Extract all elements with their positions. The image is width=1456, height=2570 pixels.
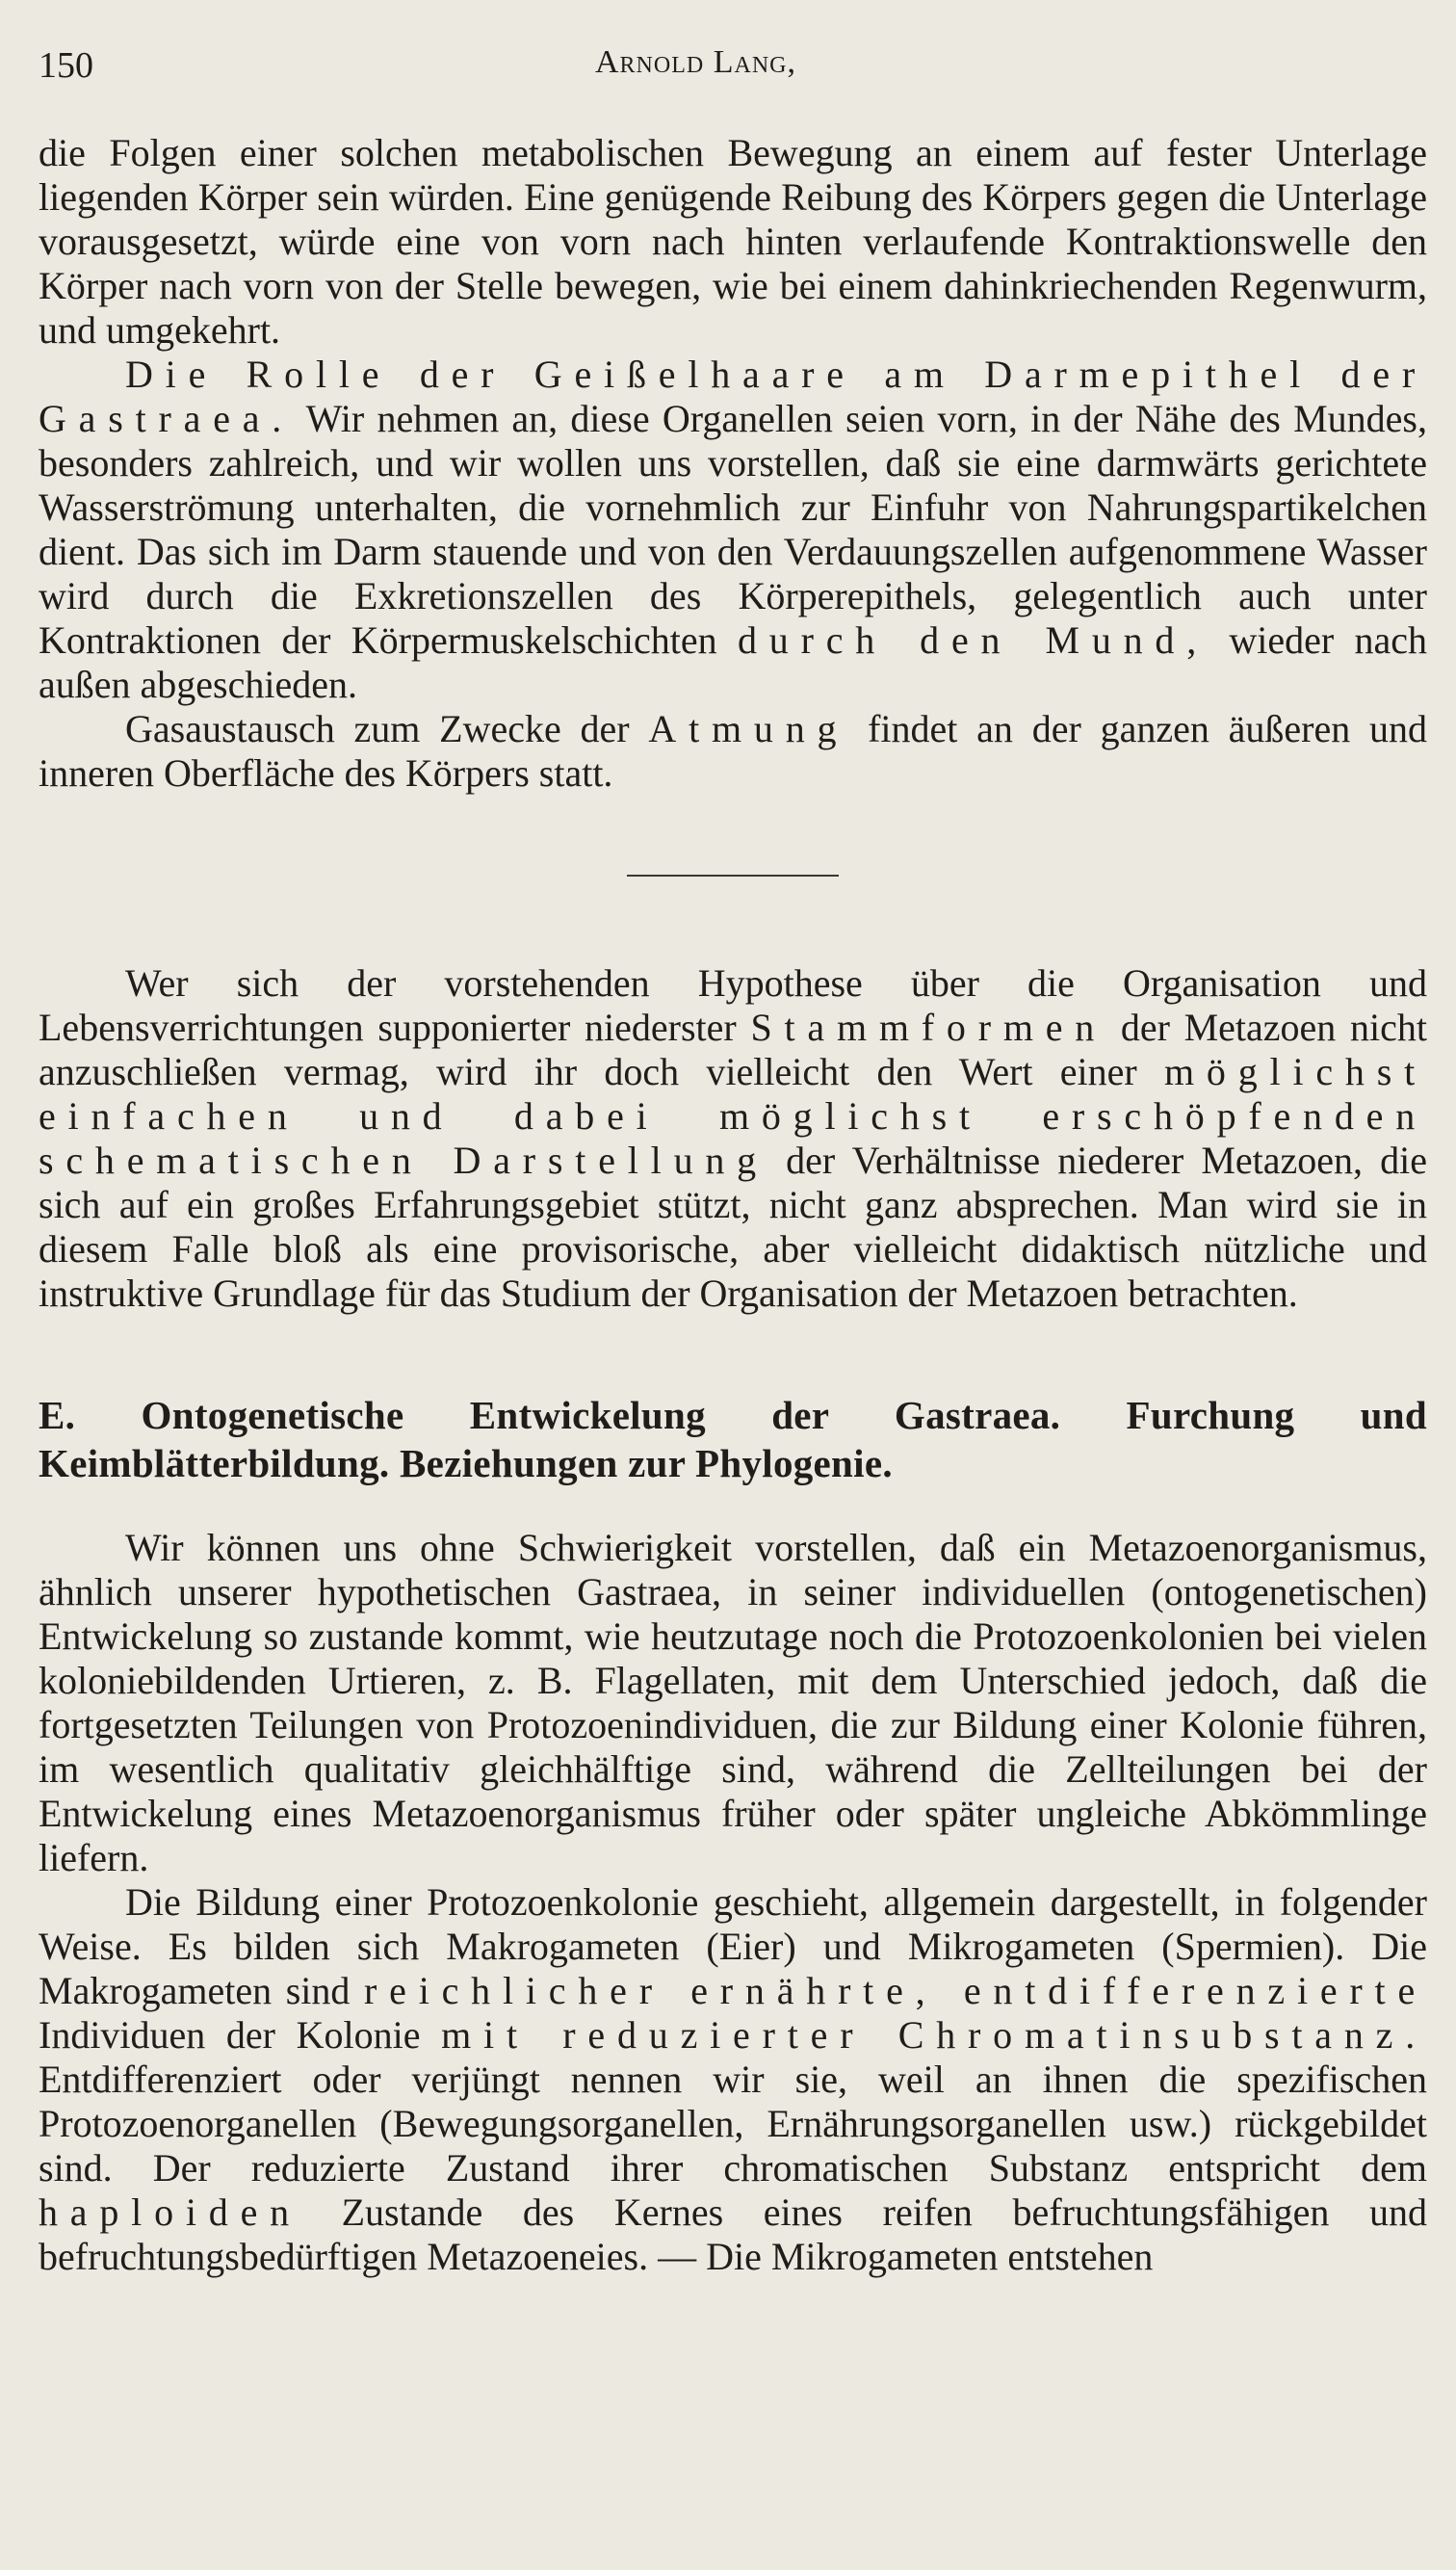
page-header [39, 44, 1425, 102]
paragraph-metazoenorganismus: Wir können uns ohne Schwierigkeit vorstellen, daß ein Metazoenorganismus, ähnlich unserer hypothetischen Gastraea, in seiner individuellen (ontogenetischen) Entwickelung so zustande kommt, wie heutzutage noch die Protozoenkolonien bei vielen koloniebildenden Urtieren, z. B. Flagellaten, mit dem Unterschied jedoch, daß die fortgesetzten Teilungen von Protozoenindividuen, die zur Bildung einer Kolonie führen, im wesentlich qualitativ gleichhälftige sind, während die Zellteilungen bei der Entwickelung eines Metazoenorganismus früher oder später ungleiche Abkömmlinge liefern. [39, 1526, 1427, 1879]
page-body [39, 131, 1427, 2279]
paragraph-continuation: die Folgen einer solchen metabolischen Bewegung an einem auf fester Unterlage liegenden Körper sein würden. Eine genügende Reibung des Körpers gegen die Unterlage vorausgesetzt, würde eine von vorn nach hinten verlaufende Kontraktionswelle den Körper nach vorn von der Stelle bewegen, wie bei einem dahinkriechenden Regenwurm, und umgekehrt. [39, 131, 1427, 352]
spaced-emphasis: Die Rolle der Geißelhaare am Darmepithel der Gastraea. [39, 353, 1427, 440]
paragraph-gasaustausch [39, 707, 1427, 796]
running-head: Arnold Lang, [595, 44, 796, 80]
spaced-emphasis: haploiden [39, 2190, 301, 2234]
spaced-emphasis: reichlicher ernährte, entdifferenzierte [364, 1969, 1427, 2012]
section-divider [627, 875, 839, 877]
paragraph-hypothese [39, 961, 1427, 1316]
paragraph-protozoenkolonie [39, 1880, 1427, 2279]
spaced-emphasis: Stammformen [750, 1006, 1107, 1049]
text-run: Entdifferenziert oder verjüngt nennen wir sie, weil an ihnen die spezifischen Protozoenorganellen (Bewegungsorganellen, Ernährungsorganellen usw.) rückgebildet sind. Der reduzierte Zustand ihrer chromatischen Substanz entspricht dem [39, 2058, 1427, 2190]
text-run: Individuen der Kolonie [39, 2013, 442, 2057]
spaced-emphasis: mit reduzierter Chromatinsubstanz. [441, 2013, 1427, 2057]
text-run: Wir nehmen an, diese Organellen seien vorn, in der Nähe des Mundes, besonders zahlreich, und wir wollen uns vorstellen, daß sie eine darmwärts gerichtete Wasserströmung unterhalten, die vornehmlich zur Einfuhr von Nahrungspartikelchen dient. Das sich im Darm stauende und von den Verdauungszellen aufgenommene Wasser wird durch die Exkretionszellen des Körperepithels, gelegentlich auch unter Kontraktionen der Körpermuskelschichten [39, 397, 1427, 662]
spaced-emphasis: Atmung [648, 707, 849, 750]
text-run: wieder nach außen abgeschieden. [39, 618, 1428, 706]
spaced-emphasis: möglichst einfachen und dabei möglichst erschöpfenden schematischen Darstellung [39, 1050, 1427, 1182]
text-run: Die Bildung einer Protozoenkolonie geschieht, allgemein dargestellt, in folgender Weise. Es bilden sich Makrogameten (Eier) und Mikrogameten (Spermien). Die Makrogameten sind [39, 1880, 1427, 2012]
paragraph-geisselhaare [39, 353, 1427, 707]
text-run: der Metazoen nicht anzuschließen vermag, wird ihr doch vielleicht den Wert einer [39, 1006, 1427, 1093]
text-run: findet an der ganzen äußeren und inneren Oberfläche des Körpers statt. [39, 707, 1427, 795]
section-heading: E. Ontogenetische Entwickelung der Gastraea. Furchung und Keimblätterbildung. Beziehungen zur Phylogenie. [39, 1393, 1427, 1485]
text-run: der Verhältnisse niederer Metazoen, die sich auf ein großes Erfahrungsgebiet stützt, nicht ganz absprechen. Man wird sie in diesem Falle bloß als eine provisorische, aber vielleicht didaktisch nützliche und instruktive Grundlage für das Studium der Organisation der Metazoen betrachten. [39, 1139, 1427, 1315]
text-run: Wer sich der vorstehenden Hypothese über die Organisation und Lebensverrichtungen supponierter niederster [39, 961, 1427, 1049]
spaced-emphasis: durch den Mund, [737, 618, 1209, 662]
text-run: Gasaustausch zum Zwecke der [125, 707, 649, 750]
text-run: Zustande des Kernes eines reifen befruchtungsfähigen und befruchtungsbedürftigen Metazoeneies. — Die Mikrogameten entstehen [39, 2190, 1427, 2278]
page-number: 150 [39, 45, 93, 86]
